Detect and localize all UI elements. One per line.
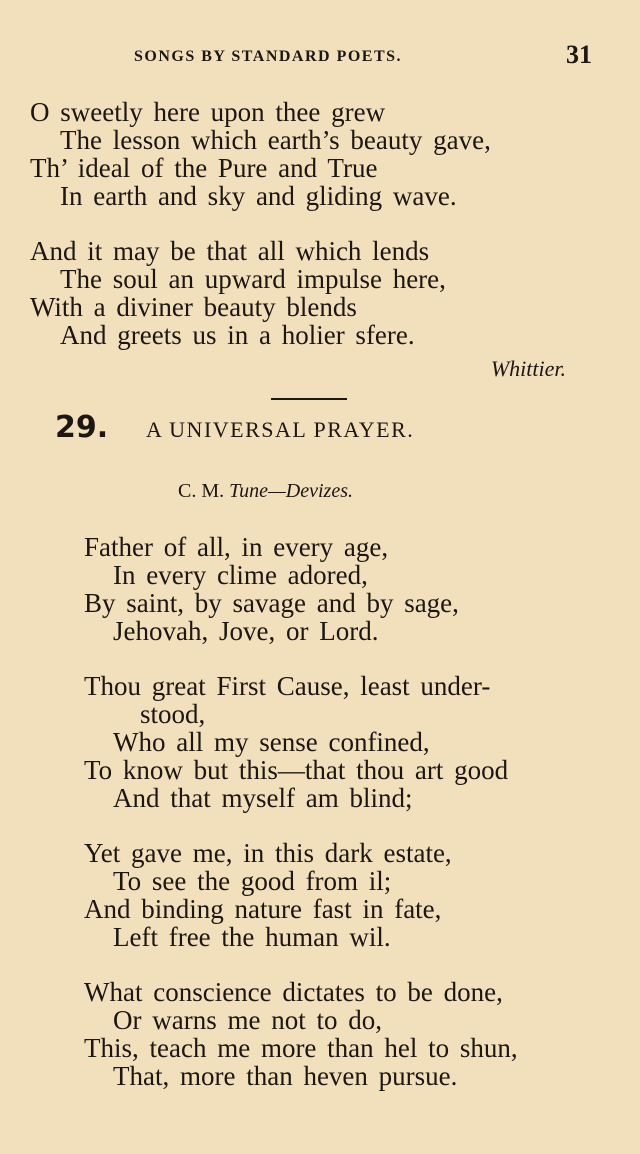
poem-line: And binding nature fast in fate, — [84, 894, 442, 924]
poem-line: Who all my sense confined, — [113, 727, 430, 757]
hymn-title: A UNIVERSAL PRAYER. — [146, 417, 415, 442]
poem-line: stood, — [140, 699, 206, 729]
poem-line: To see the good from il; — [113, 866, 392, 896]
poem-line: Jehovah, Jove, or Lord. — [113, 616, 379, 646]
poem-line: Thou great First Cause, least under- — [84, 671, 491, 701]
poem-line: That, more than heven pursue. — [113, 1061, 458, 1091]
poem-line: The soul an upward impulse here, — [60, 264, 446, 294]
poem-line: Left free the human wil. — [113, 922, 391, 952]
poem-line: And that myself am blind; — [113, 783, 413, 813]
page-number: 31 — [566, 40, 592, 69]
poem-line: Th’ ideal of the Pure and True — [30, 153, 378, 183]
poem-line: Father of all, in every age, — [84, 532, 389, 562]
poem-line: Or warns me not to do, — [113, 1005, 382, 1035]
poem-line: O sweetly here upon thee grew — [30, 97, 386, 127]
poem-line: In earth and sky and gliding wave. — [60, 181, 457, 211]
poem-line: The lesson which earth’s beauty gave, — [60, 125, 491, 155]
poem-line: What conscience dictates to be done, — [84, 977, 503, 1007]
poem-line: And it may be that all which lends — [30, 236, 430, 266]
hymn-meter: C. M. — [178, 480, 225, 502]
poem-line: Yet gave me, in this dark estate, — [84, 838, 452, 868]
poem-line: To know but this—that thou art good — [84, 755, 509, 785]
hymn-meter-line — [178, 480, 353, 503]
hymn-tune: Tune—Devizes. — [229, 480, 354, 502]
poem-line: With a diviner beauty blends — [30, 292, 357, 322]
poem-line: In every clime adored, — [113, 560, 368, 590]
running-title: SONGS BY STANDARD POETS. — [134, 48, 403, 65]
poem-line: By saint, by savage and by sage, — [84, 588, 459, 618]
poem-line: And greets us in a holier sfere. — [60, 320, 415, 350]
poem-attribution: Whittier. — [490, 356, 566, 381]
hymn-number: 29. — [55, 410, 109, 445]
poem-line: This, teach me more than hel to shun, — [84, 1033, 518, 1063]
section-divider — [271, 398, 347, 400]
